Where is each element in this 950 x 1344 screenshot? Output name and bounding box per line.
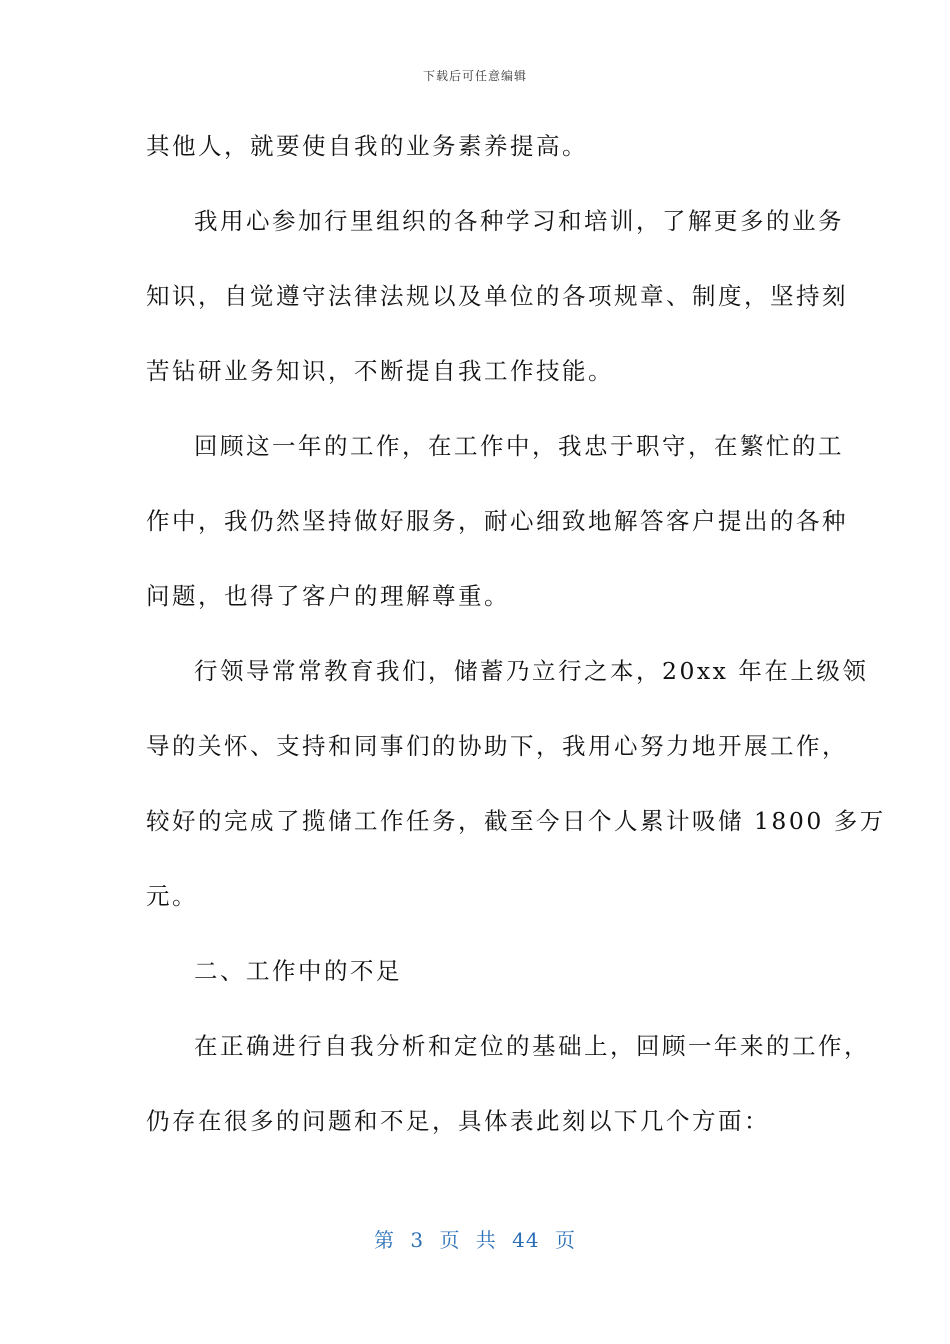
text-line-11: 元。	[146, 882, 198, 910]
text-line-10: 较好的完成了揽储工作任务，截至今日个人累计吸储 1800 多万	[146, 807, 886, 835]
text-line-2: 我用心参加行里组织的各种学习和培训，了解更多的业务	[194, 207, 844, 235]
section-heading: 二、工作中的不足	[194, 957, 402, 985]
text-line-4: 苦钻研业务知识，不断提自我工作技能。	[146, 357, 614, 385]
text-line-13: 在正确进行自我分析和定位的基础上，回顾一年来的工作，	[194, 1032, 870, 1060]
text-line-1: 其他人，就要使自我的业务素养提高。	[146, 132, 588, 160]
document-body	[146, 118, 886, 1168]
text-line-5: 回顾这一年的工作，在工作中，我忠于职守，在繁忙的工	[194, 432, 844, 460]
text-line-7: 问题，也得了客户的理解尊重。	[146, 582, 510, 610]
text-line-9: 导的关怀、支持和同事们的协助下，我用心努力地开展工作，	[146, 732, 848, 760]
text-line-6: 作中，我仍然坚持做好服务，耐心细致地解答客户提出的各种	[146, 507, 848, 535]
text-line-8: 行领导常常教育我们，储蓄乃立行之本，20xx 年在上级领	[194, 657, 869, 685]
header-note: 下载后可任意编辑	[422, 69, 527, 83]
text-line-3: 知识，自觉遵守法律法规以及单位的各项规章、制度，坚持刻	[146, 282, 848, 310]
text-line-14: 仍存在很多的问题和不足，具体表此刻以下几个方面：	[146, 1107, 770, 1135]
page-number-footer: 第 3 页 共 44 页	[374, 1228, 576, 1252]
